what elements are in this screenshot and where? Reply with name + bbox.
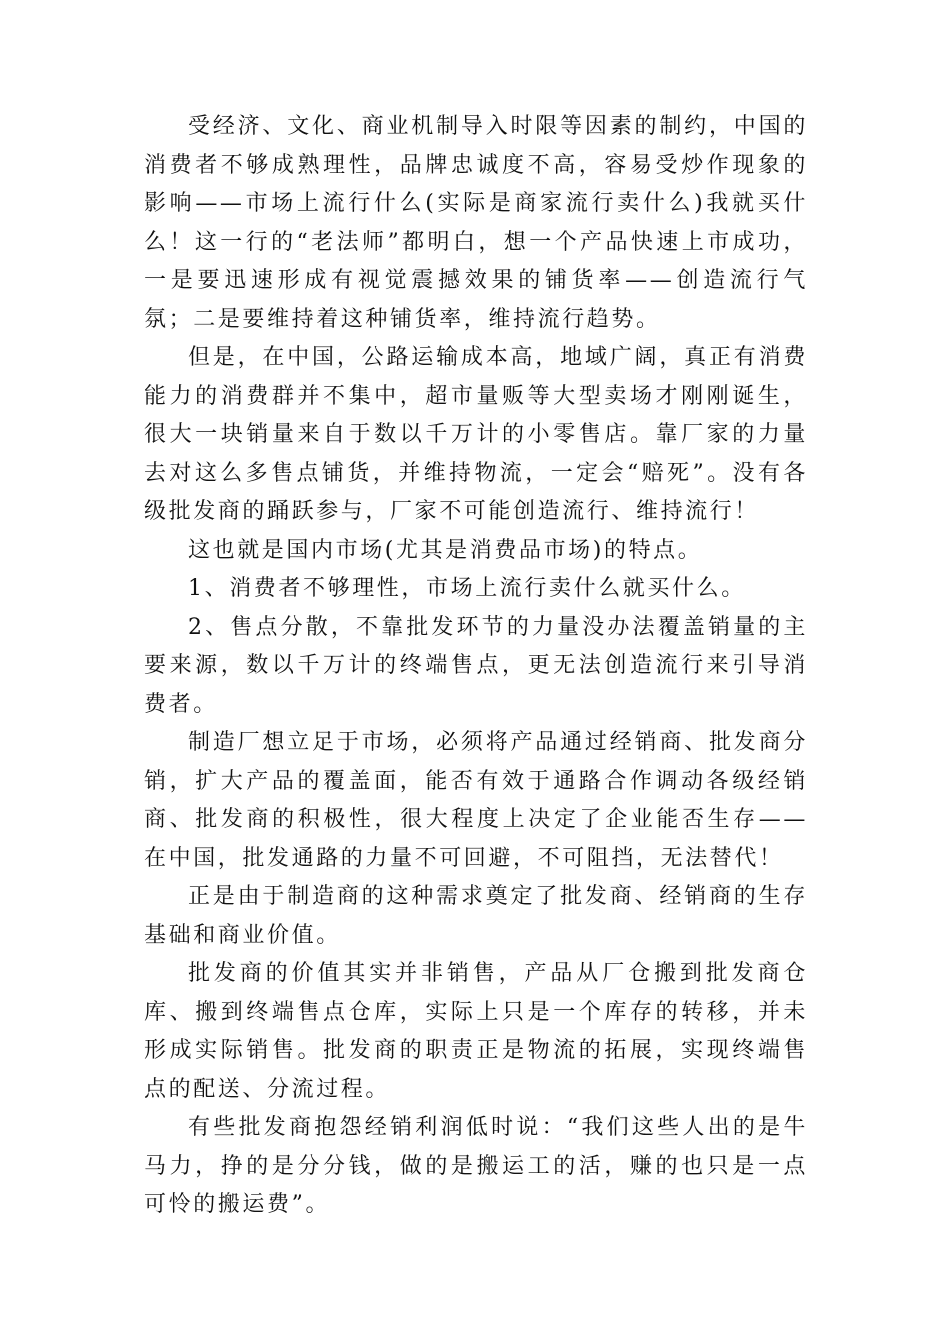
document-body (144, 108, 808, 1225)
paragraph: 有些批发商抱怨经销利润低时说：“我们这些人出的是牛马力，挣的是分分钱，做的是搬运工的活，赚的也只是一点可怜的搬运费”。 (144, 1115, 808, 1217)
paragraph: 正是由于制造商的这种需求奠定了批发商、经销商的生存基础和商业价值。 (144, 884, 808, 948)
paragraph: 2、售点分散，不靠批发环节的力量没办法覆盖销量的主要来源，数以千万计的终端售点，更无法创造流行来引导消费者。 (144, 614, 808, 717)
paragraph: 批发商的价值其实并非销售，产品从厂仓搬到批发商仓库、搬到终端售点仓库，实际上只是一个库存的转移，并未形成实际销售。批发商的职责正是物流的拓展，实现终端售点的配送、分流过程。 (144, 961, 808, 1102)
paragraph: 1、消费者不够理性，市场上流行卖什么就买什么。 (188, 576, 746, 601)
paragraph: 但是，在中国，公路运输成本高，地域广阔，真正有消费能力的消费群并不集中，超市量贩等大型卖场才刚刚诞生，很大一块销量来自于数以千万计的小零售店。靠厂家的力量去对这么多售点铺货，并维持物流，一定会“赔死”。没有各级批发商的踊跃参与，厂家不可能创造流行、维持流行！ (144, 345, 808, 524)
paragraph: 制造厂想立足于市场，必须将产品通过经销商、批发商分销，扩大产品的覆盖面，能否有效于通路合作调动各级经销商、批发商的积极性，很大程度上决定了企业能否生存——在中国，批发通路的力量不可回避，不可阻挡，无法替代！ (144, 730, 808, 871)
paragraph: 这也就是国内市场(尤其是消费品市场)的特点。 (188, 537, 703, 563)
paragraph: 受经济、文化、商业机制导入时限等因素的制约，中国的消费者不够成熟理性，品牌忠诚度不高，容易受炒作现象的影响——市场上流行什么(实际是商家流行卖什么)我就买什么！这一行的“老法师”都明白，想一个产品快速上市成功，一是要迅速形成有视觉震撼效果的铺货率——创造流行气氛；二是要维持着这种铺货率，维持流行趋势。 (144, 114, 808, 332)
